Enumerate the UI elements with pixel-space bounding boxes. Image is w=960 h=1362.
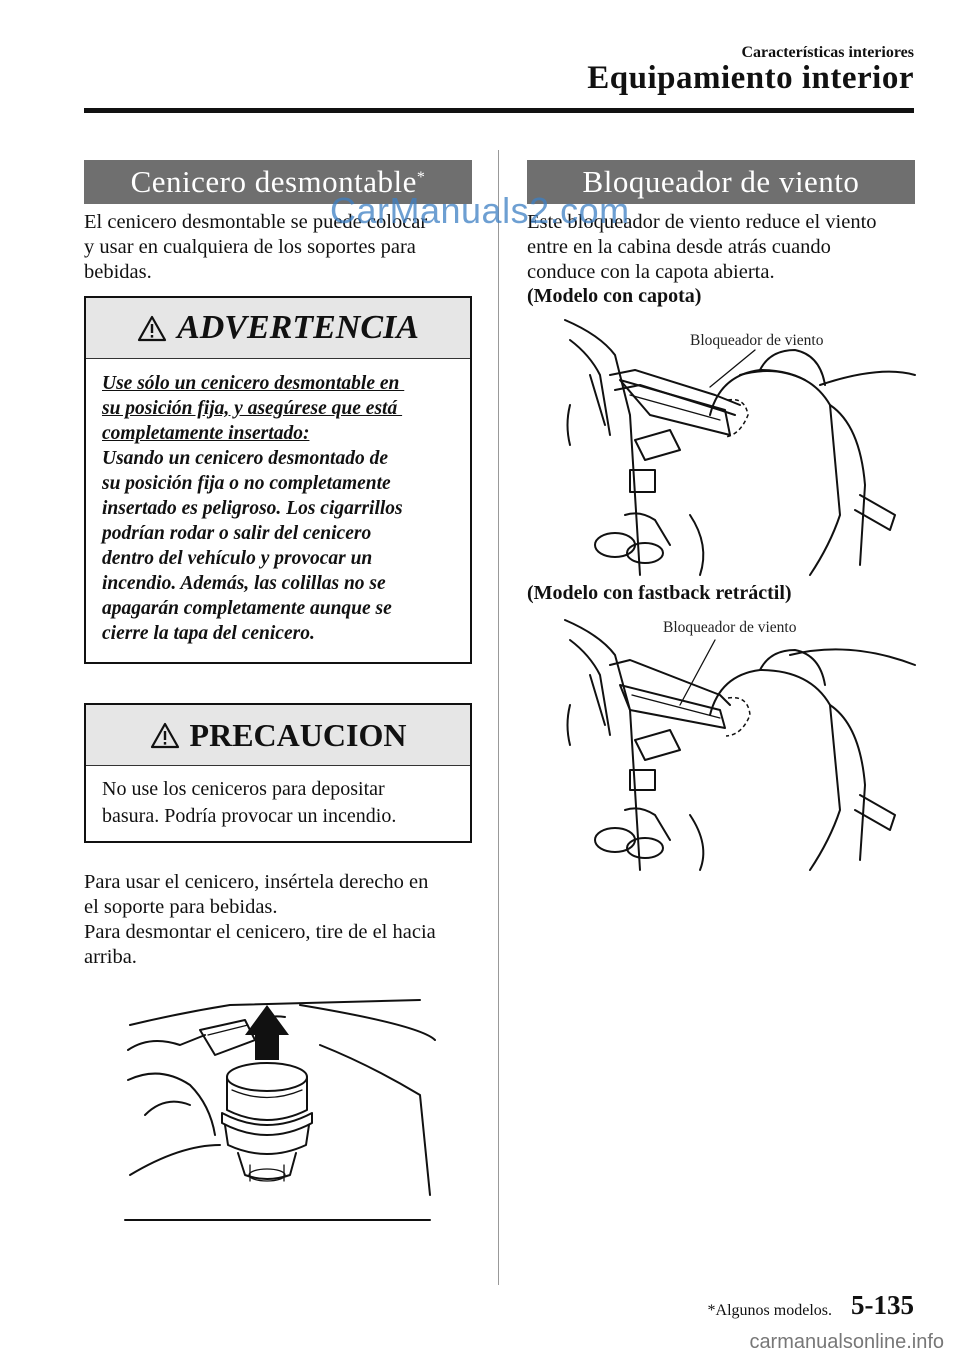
- caution-box: [84, 703, 472, 843]
- warning-underlined-line: Use sólo un cenicero desmontable en: [102, 373, 405, 394]
- ashtray-instructions: Para usar el cenicero, insértela derecho en el soporte para bebidas. Para desmontar el cenicero, tire de el hacia arriba.: [84, 871, 436, 968]
- warning-body: Usando un cenicero desmontado de su posición fija o no completamente insertado es peligroso. Los cigarrillos podrían rodar o salir del cenicero dentro del vehículo y provocar un incendio. Además, las colillas no se apagarán completamente aunque se cierre la tapa del cenicero.: [102, 448, 403, 644]
- ashtray-intro: El cenicero desmontable se puede colocar y usar en cualquiera de los soportes para bebidas.: [84, 211, 428, 283]
- some-models-mark: *: [416, 169, 426, 186]
- wind-blocker-softtop-illustration: [560, 315, 920, 580]
- footnote-some-models: *Algunos modelos.: [707, 1302, 832, 1319]
- figure1-callout: Bloqueador de viento: [690, 332, 824, 349]
- warning-triangle-icon: [137, 315, 167, 342]
- caution-label: PRECAUCION: [189, 716, 407, 753]
- page-title: Equipamiento interior: [587, 60, 914, 96]
- wind-blocker-fastback-illustration: [560, 610, 920, 875]
- caution-triangle-icon: [150, 722, 180, 749]
- figure2-heading: (Modelo con fastback retráctil): [527, 582, 792, 604]
- warning-header: [86, 298, 470, 359]
- warning-underlined-line: completamente insertado:: [102, 423, 310, 444]
- banner-title: Cenicero desmontable: [130, 164, 417, 199]
- figure1-heading: (Modelo con capota): [527, 285, 702, 307]
- warning-label: ADVERTENCIA: [177, 309, 419, 346]
- caution-header: [86, 705, 470, 766]
- warning-underlined-line: su posición fija, y asegúrese que está: [102, 398, 403, 419]
- warning-content: [86, 359, 470, 656]
- figure2-callout: Bloqueador de viento: [663, 619, 797, 636]
- section-title: Características interiores: [741, 44, 914, 61]
- watermark-carmanuals2: CarManuals2.com: [330, 190, 630, 231]
- caution-body: No use los ceniceros para depositar basura. Podría provocar un incendio.: [102, 778, 397, 827]
- header-rule: [84, 108, 914, 113]
- warning-box: [84, 296, 472, 664]
- watermark-carmanualsonline: carmanualsonline.info: [749, 1331, 944, 1353]
- page-number: 5-135: [851, 1290, 914, 1320]
- column-divider: [498, 150, 499, 1285]
- wind-blocker-intro: Este bloqueador de viento reduce el viento entre en la cabina desde atrás cuando conduce con la capota abierta.: [527, 211, 877, 283]
- section-banner-wind-blocker: Bloqueador de viento: [527, 160, 915, 204]
- ashtray-illustration: [120, 995, 440, 1230]
